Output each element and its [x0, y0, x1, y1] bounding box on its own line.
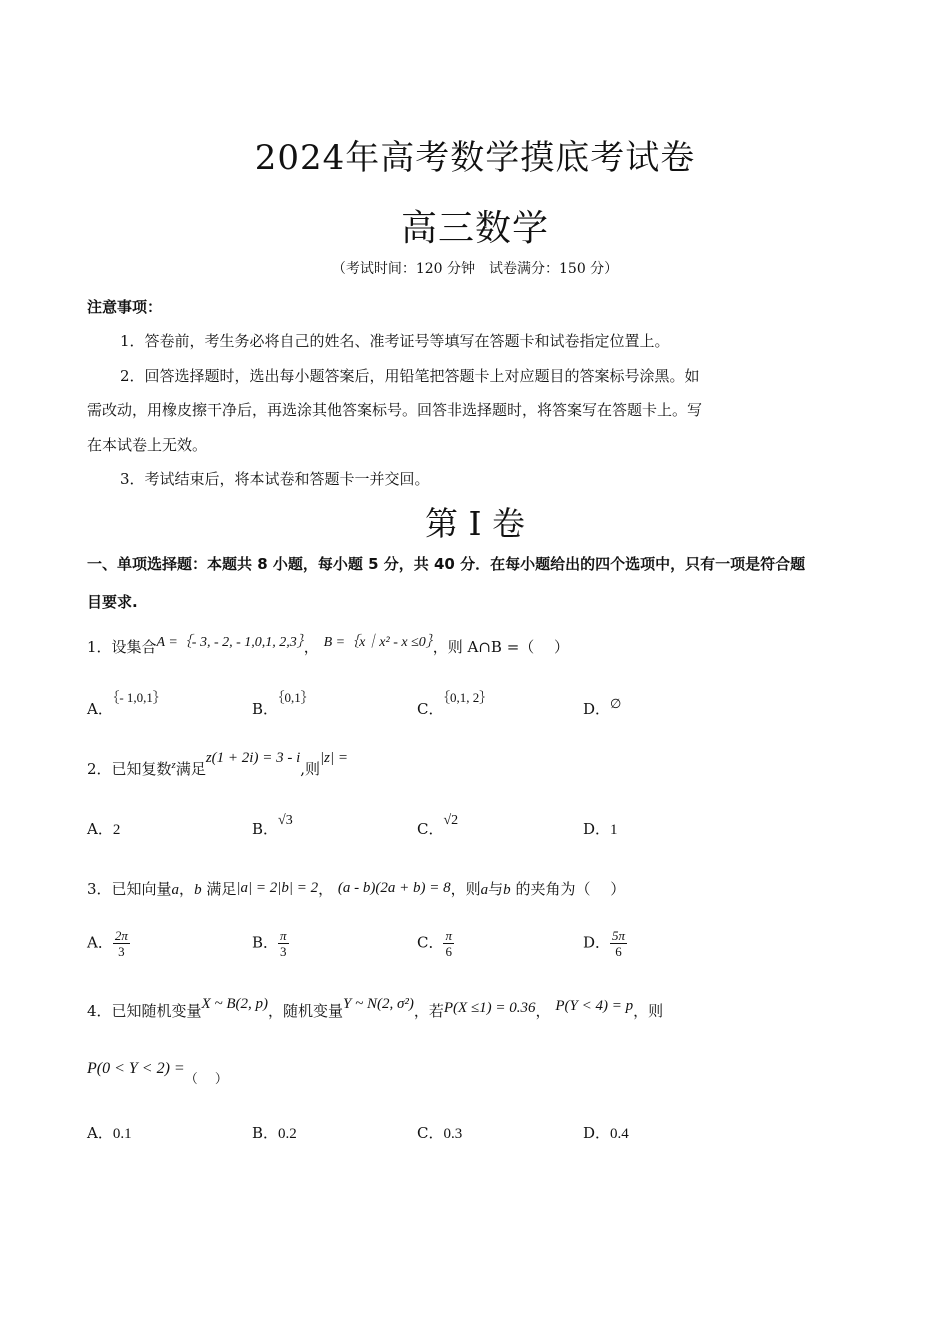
fraction-denominator: 6	[445, 944, 452, 959]
q4-option-d-value: 0.4	[610, 1126, 629, 1142]
q4-option-b-value: 0.2	[278, 1126, 297, 1142]
q2-mid: 满足	[175, 760, 206, 778]
q4-prefix: 4．已知随机变量	[87, 1002, 202, 1020]
exam-subtitle: 高三数学	[400, 208, 549, 249]
section-heading-line-2: 目要求.	[87, 593, 138, 611]
q1-option-c-value: ｛0,1, 2｝	[443, 690, 493, 705]
q1-option-d	[583, 698, 621, 719]
question-1	[87, 636, 569, 657]
fraction-numerator: 5π	[612, 928, 626, 943]
q2-option-c	[417, 813, 459, 839]
volume-heading: 第 I 卷	[424, 504, 525, 543]
q4-condition-1: P(X ≤1) = 0.36	[443, 1000, 536, 1016]
q1-option-a	[87, 690, 166, 719]
q3-condition-2: (a - b)(2a + b) = 8	[337, 880, 451, 896]
q4-mid-2: ，若	[413, 1002, 444, 1020]
q4-sep: ，	[535, 1002, 551, 1020]
q1-suffix: ，则 A∩B =（ ）	[432, 638, 570, 656]
q1-option-b-value: ｛0,1｝	[278, 690, 314, 705]
option-label: B．	[252, 933, 279, 952]
question-3	[87, 878, 625, 899]
option-label: C．	[417, 700, 444, 718]
q3-condition-1: |a| = 2|b| = 2	[236, 880, 319, 896]
question-2	[87, 750, 348, 779]
q2-option-d-value: 1	[610, 822, 618, 838]
q1-prefix: 1．设集合	[87, 638, 157, 656]
option-label: B．	[252, 700, 279, 718]
option-label: B．	[252, 1124, 279, 1142]
option-label: A．	[87, 700, 113, 718]
q4-option-a	[87, 1122, 132, 1143]
q3-option-a	[87, 928, 130, 959]
q3-option-d	[583, 928, 627, 959]
q2-abs: |z| =	[320, 750, 348, 766]
fraction-denominator: 6	[615, 944, 622, 959]
q3-vector-b: b	[194, 882, 202, 898]
q1-set-a: A =｛- 3, - 2, - 1,0,1, 2,3｝	[156, 635, 304, 650]
q3-option-b	[252, 928, 289, 959]
q3-suffix-1: ，则	[450, 880, 481, 898]
option-label: C．	[417, 820, 444, 838]
q3-comma: ，	[179, 880, 195, 898]
option-label: A．	[87, 820, 113, 838]
q2-z: z	[171, 759, 176, 771]
q4-option-b	[252, 1122, 297, 1143]
q3-and: 与	[488, 880, 504, 898]
fraction-denominator: 3	[118, 944, 125, 959]
q2-prefix: 2．已知复数	[87, 760, 172, 778]
q3-suffix-2: 的夹角为（ ）	[515, 880, 626, 898]
q2-option-c-value: √2	[443, 813, 459, 828]
q3-vector-a: a	[171, 882, 180, 898]
fraction-denominator: 3	[280, 944, 287, 959]
q4-suffix: ，则	[633, 1002, 664, 1020]
q2-option-a	[87, 818, 120, 839]
q3-vector-a-2: a	[480, 882, 489, 898]
q4-expression-line	[87, 1060, 228, 1087]
option-label: D．	[583, 820, 611, 838]
q2-sep: ,则	[300, 760, 321, 778]
notice-heading: 注意事项：	[87, 298, 163, 316]
q3-option-d-fraction	[610, 928, 627, 959]
option-label: C．	[417, 1124, 444, 1142]
notice-item-2-line-2: 需改动，用橡皮擦干净后，再选涂其他答案标号。回答非选择题时，将答案写在答题卡上。写	[87, 401, 703, 419]
notice-item-2-line-3: 在本试卷上无效。	[87, 436, 208, 454]
q4-x-distribution: X ~ B(2, p)	[201, 996, 268, 1012]
q2-option-d	[583, 818, 618, 839]
fraction-numerator: π	[445, 928, 452, 943]
q4-mid-1: ，随机变量	[267, 1002, 343, 1020]
q3-option-b-fraction	[278, 928, 289, 959]
q1-set-b: B =｛x｜x² - x ≤0｝	[323, 635, 433, 650]
fraction-numerator: π	[280, 928, 287, 943]
option-label: D．	[583, 1124, 611, 1142]
option-label: A．	[87, 933, 113, 952]
q3-option-c	[417, 928, 454, 959]
option-label: A．	[87, 1124, 113, 1142]
q3-option-c-fraction	[443, 928, 454, 959]
q1-option-c	[417, 690, 493, 719]
notice-item-1: 1．答卷前，考生务必将自己的姓名、准考证号等填写在答题卡和试卷指定位置上。	[120, 332, 670, 350]
notice-item-2-line-1: 2．回答选择题时，选出每小题答案后，用铅笔把答题卡上对应题目的答案标号涂黑。如	[120, 367, 700, 385]
q4-expression: P(0 < Y < 2) =	[87, 1060, 185, 1077]
q4-option-d	[583, 1122, 629, 1143]
q4-option-c-value: 0.3	[443, 1126, 463, 1142]
q4-option-a-value: 0.1	[112, 1126, 132, 1142]
q2-option-b	[252, 813, 293, 839]
q2-option-b-value: √3	[278, 813, 293, 828]
q3-option-a-fraction	[113, 928, 130, 959]
q3-sep: ，	[318, 880, 334, 898]
q4-option-c	[417, 1122, 462, 1143]
q2-equation: z(1 + 2i) = 3 - i	[205, 750, 301, 766]
option-label: D．	[583, 700, 611, 718]
q1-option-d-value: ∅	[610, 696, 622, 711]
question-4	[87, 996, 664, 1021]
q4-y-distribution: Y ~ N(2, σ²)	[343, 996, 414, 1012]
q2-option-a-value: 2	[112, 822, 121, 838]
option-label: D．	[583, 933, 611, 952]
exam-meta: （考试时间：120 分钟 试卷满分：150 分）	[331, 261, 619, 277]
q1-option-a-value: ｛- 1,0,1｝	[112, 690, 166, 705]
q4-paren: （ ）	[184, 1072, 228, 1087]
option-label: B．	[252, 820, 279, 838]
q3-vector-b-2: b	[503, 882, 511, 898]
notice-item-3: 3．考试结束后，将本试卷和答题卡一并交回。	[120, 470, 430, 488]
exam-title: 2024年高考数学摸底考试卷	[254, 138, 696, 178]
q1-option-b	[252, 690, 314, 719]
q3-mid: 满足	[206, 880, 237, 898]
q1-sep: ，	[303, 638, 319, 656]
section-heading-line-1: 一、单项选择题：本题共 8 小题，每小题 5 分，共 40 分．在每小题给出的四个选项中，只有一项是符合题	[87, 555, 806, 573]
q4-condition-2: P(Y < 4) = p	[555, 998, 634, 1014]
option-label: C．	[417, 933, 444, 952]
fraction-numerator: 2π	[114, 928, 128, 943]
q3-prefix: 3．已知向量	[87, 880, 172, 898]
